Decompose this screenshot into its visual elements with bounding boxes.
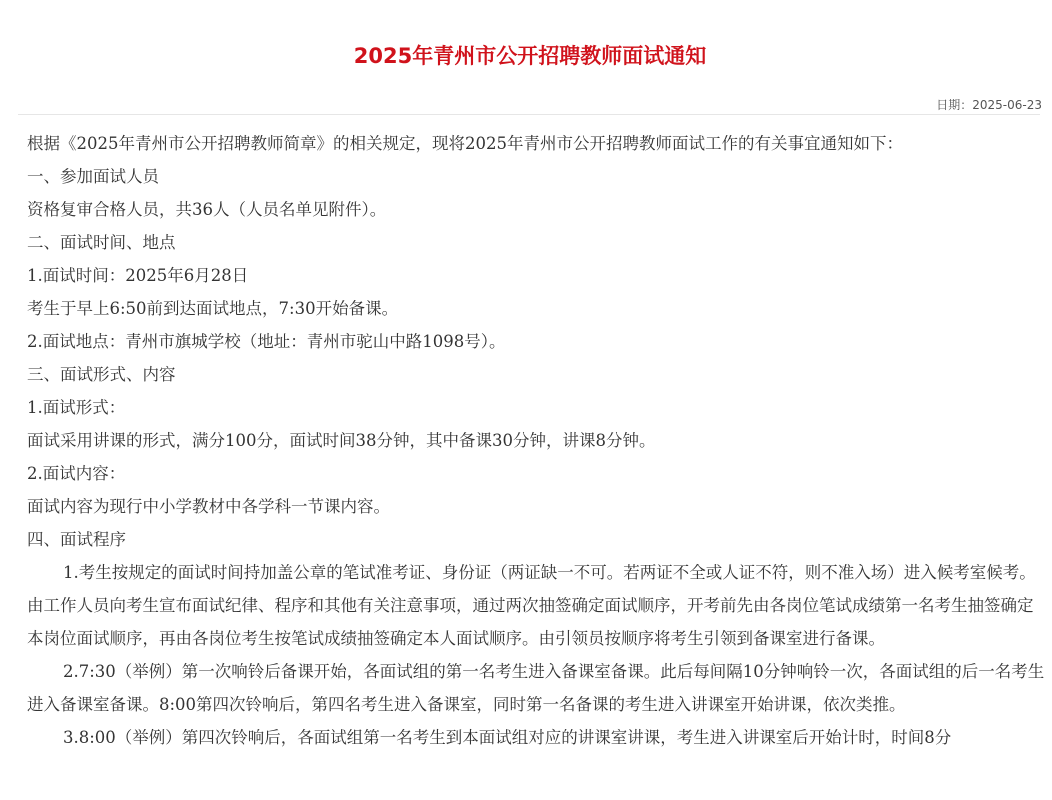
article-title: 2025年青州市公开招聘教师面试通知 [353, 44, 707, 68]
publish-date [936, 96, 1042, 113]
date-label: 日期： [936, 98, 973, 112]
format-subheading: 1.面试形式： [27, 398, 126, 417]
date-value: 2025-06-23 [972, 98, 1042, 112]
procedure-step-2: 2.7:30（举例）第一次响铃后备课开始，各面试组的第一名考生进入备课室备课。此后每间隔10分钟响铃一次，各面试组的后一名考生进入备课室备课。8:00第四次铃响后，第四名考生进入备课室，同时第一名备课的考生进入讲课室开始讲课，依次类推。 [27, 662, 1045, 714]
content-subheading: 2.面试内容： [27, 464, 126, 483]
section-heading-participants: 一、参加面试人员 [27, 167, 159, 186]
section-heading-time-place: 二、面试时间、地点 [27, 233, 176, 252]
participants-text: 资格复审合格人员，共36人（人员名单见附件）。 [27, 200, 387, 219]
arrival-time: 考生于早上6:50前到达面试地点，7:30开始备课。 [27, 299, 399, 318]
procedure-step-1: 1.考生按规定的面试时间持加盖公章的笔试准考证、身份证（两证缺一不可。若两证不全或人证不符，则不准入场）进入候考室候考。由工作人员向考生宣布面试纪律、程序和其他有关注意事项，通过两次抽签确定面试顺序，开考前先由各岗位笔试成绩第一名考生抽签确定本岗位面试顺序，再由各岗位考生按笔试成绩抽签确定本人面试顺序。由引领员按顺序将考生引领到备课室进行备课。 [27, 563, 1036, 648]
procedure-step-3: 3.8:00（举例）第四次铃响后，各面试组第一名考生到本面试组对应的讲课室讲课，考生进入讲课室后开始计时，时间8分 [63, 728, 952, 747]
interview-time: 1.面试时间：2025年6月28日 [27, 266, 249, 285]
section-heading-procedure: 四、面试程序 [27, 530, 126, 549]
interview-location: 2.面试地点：青州市旗城学校（地址：青州市驼山中路1098号）。 [27, 332, 506, 351]
section-heading-format-content: 三、面试形式、内容 [27, 365, 176, 384]
article-body [27, 127, 1045, 754]
title-divider [18, 114, 1040, 115]
content-text: 面试内容为现行中小学教材中各学科一节课内容。 [27, 497, 390, 516]
intro-paragraph: 根据《2025年青州市公开招聘教师简章》的相关规定，现将2025年青州市公开招聘教师面试工作的有关事宜通知如下： [27, 134, 903, 153]
format-text: 面试采用讲课的形式，满分100分，面试时间38分钟，其中备课30分钟，讲课8分钟。 [27, 431, 656, 450]
